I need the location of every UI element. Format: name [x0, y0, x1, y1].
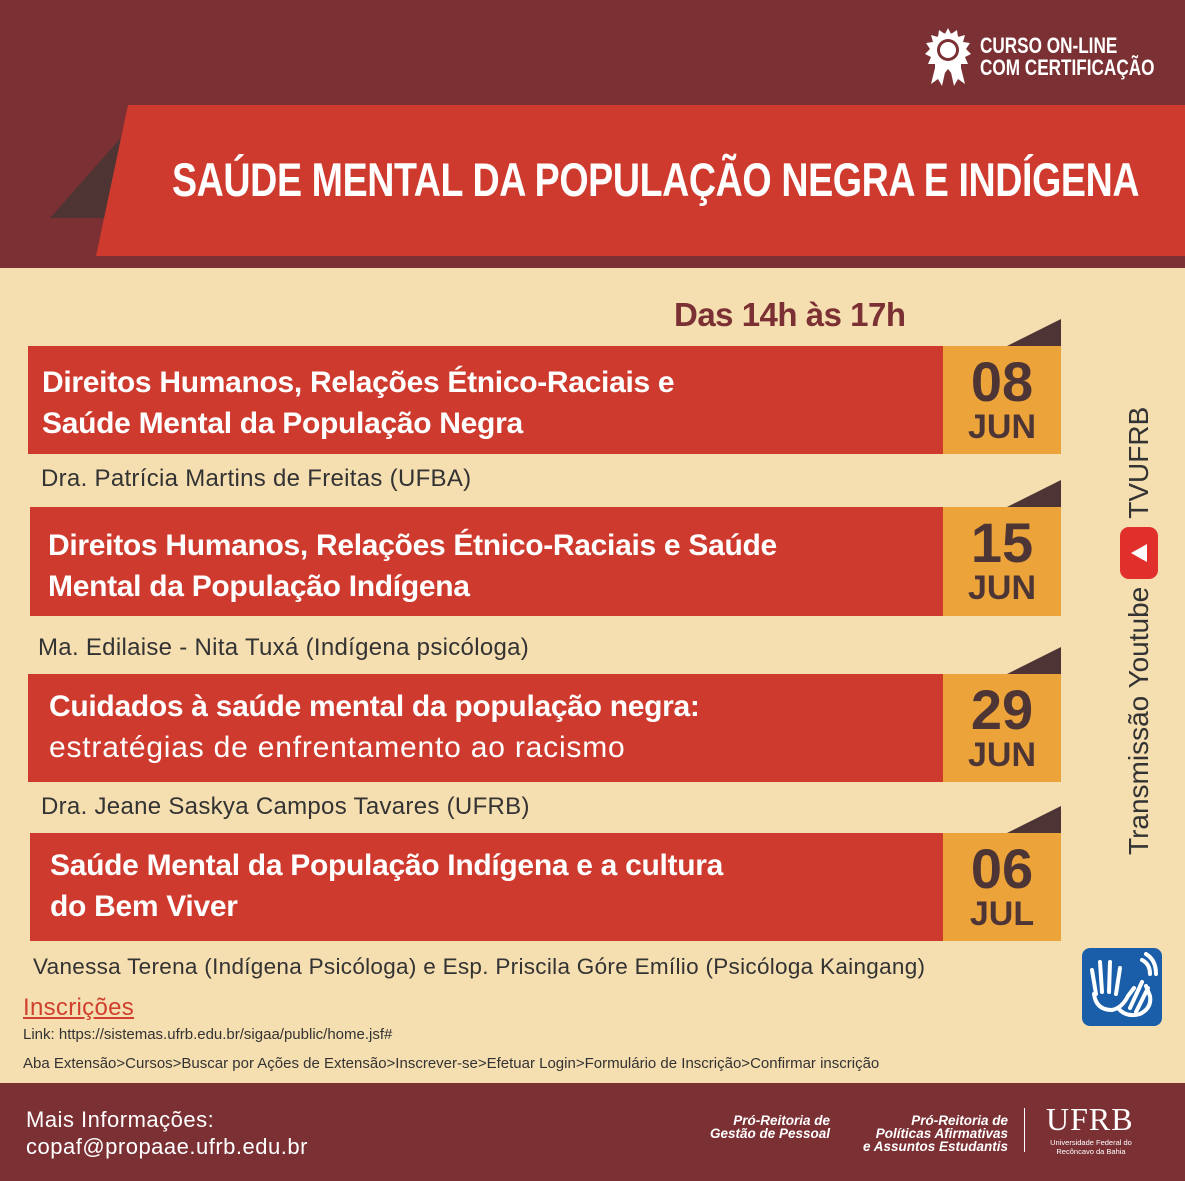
youtube-icon	[1120, 527, 1158, 579]
session-4-month: JUL	[969, 895, 1035, 933]
session-1-title	[42, 362, 674, 444]
session-2-title	[48, 525, 777, 607]
org2-line-2: Políticas Afirmativas	[875, 1126, 1008, 1141]
session-4-day: 06	[970, 837, 1034, 900]
date-fold-2	[1005, 480, 1061, 508]
session-3	[28, 674, 943, 782]
badge-line-2: COM CERTIFICAÇÃO	[980, 55, 1155, 80]
session-3-title	[49, 686, 700, 768]
session-1-date	[943, 346, 1061, 454]
page-title: SAÚDE MENTAL DA POPULAÇÃO NEGRA E INDÍGENA	[172, 153, 1140, 206]
ufrb-logo: UFRB	[1046, 1101, 1134, 1137]
session-1-title-line-1: Direitos Humanos, Relações Étnico-Raciais e	[42, 366, 675, 399]
session-4	[30, 833, 943, 941]
session-2-day: 15	[970, 511, 1034, 574]
org2-line-3: e Assuntos Estudantis	[862, 1139, 1008, 1154]
schedule-time: Das 14h às 17h	[674, 296, 906, 333]
more-info-label: Mais Informações:	[26, 1107, 215, 1132]
session-1-title-line-2: Saúde Mental da População Negra	[42, 407, 523, 440]
session-4-title-line-2: do Bem Viver	[50, 890, 238, 923]
org-logo-gestao-pessoal	[690, 1114, 830, 1140]
session-3-speaker: Dra. Jeane Saskya Campos Tavares (UFRB)	[41, 793, 530, 820]
libras-hands-icon	[1082, 948, 1162, 1026]
session-4-speaker: Vanessa Terena (Indígena Psicóloga) e Esp. Priscila Góre Emílio (Psicóloga Kaingang)	[33, 954, 926, 979]
footer-divider	[1024, 1108, 1025, 1152]
session-3-month: JUN	[967, 736, 1037, 774]
award-ribbon-icon	[922, 26, 974, 88]
org1-line-2: Gestão de Pessoal	[709, 1126, 830, 1141]
session-2-title-line-2: Mental da População Indígena	[48, 570, 470, 603]
session-3-title-line-1: Cuidados à saúde mental da população negra:	[49, 690, 700, 723]
session-1-month: JUN	[967, 408, 1037, 446]
session-2	[30, 507, 943, 616]
broadcast-info	[1108, 370, 1168, 860]
session-4-date	[943, 833, 1061, 941]
broadcast-channel: TVUFRB	[1123, 406, 1154, 519]
date-fold-4	[1005, 806, 1061, 834]
registration-path: Aba Extensão>Cursos>Buscar por Ações de Extensão>Inscrever-se>Efetuar Login>Formulário de Inscrição>Confirmar inscrição	[23, 1055, 880, 1072]
ufrb-sub-line-1: Universidade Federal do	[1050, 1138, 1132, 1147]
registration-link[interactable]: Link: https://sistemas.ufrb.edu.br/sigaa/public/home.jsf#	[23, 1026, 393, 1043]
session-1-speaker: Dra. Patrícia Martins de Freitas (UFBA)	[41, 465, 472, 492]
badge-line-1: CURSO ON-LINE	[980, 33, 1118, 58]
session-3-title-line-2: estratégias de enfrentamento ao racismo	[49, 731, 626, 764]
broadcast-prefix: Transmissão Youtube	[1123, 586, 1154, 855]
session-4-title	[50, 845, 723, 927]
org-logo-politicas-afirmativas	[840, 1114, 1008, 1153]
session-3-day: 29	[970, 678, 1034, 741]
session-2-speaker: Ma. Edilaise - Nita Tuxá (Indígena psicóloga)	[38, 634, 530, 661]
session-2-month: JUN	[967, 569, 1037, 607]
ufrb-sub-line-2: Recôncavo da Bahia	[1056, 1147, 1126, 1156]
contact-email[interactable]: copaf@propaae.ufrb.edu.br	[26, 1134, 308, 1159]
session-4-title-line-1: Saúde Mental da População Indígena e a cultura	[50, 849, 724, 882]
org1-line-1: Pró-Reitoria de	[733, 1113, 830, 1128]
ufrb-logo-subtitle	[1041, 1138, 1141, 1156]
certification-badge	[922, 26, 1185, 88]
org2-line-1: Pró-Reitoria de	[911, 1113, 1008, 1128]
session-2-date	[943, 507, 1061, 616]
date-fold-3	[1005, 647, 1061, 675]
date-fold-1	[1005, 319, 1061, 347]
session-1	[28, 346, 943, 454]
session-2-title-line-1: Direitos Humanos, Relações Étnico-Raciais e Saúde	[48, 529, 777, 562]
registration-title[interactable]: Inscrições	[23, 994, 135, 1021]
session-3-date	[943, 674, 1061, 782]
session-1-day: 08	[970, 350, 1034, 413]
